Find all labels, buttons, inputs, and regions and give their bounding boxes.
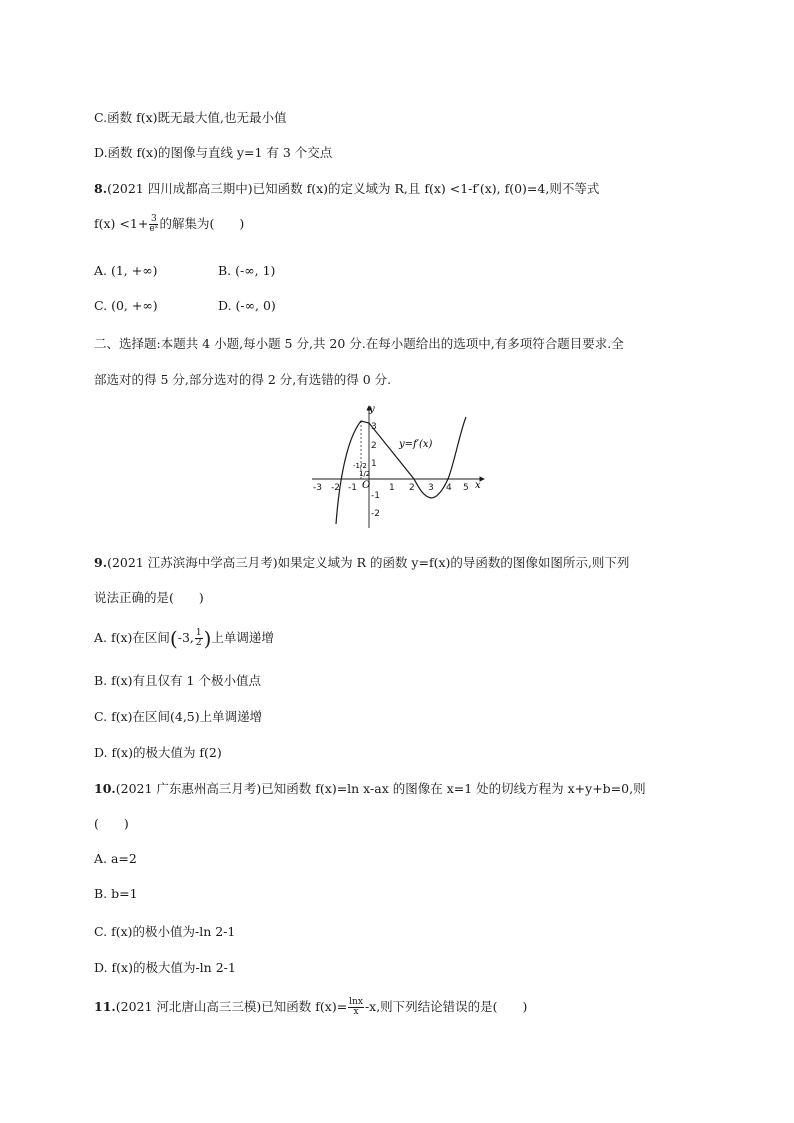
- q9-option-c: C. f(x)在区间(4,5)上单调递增: [94, 709, 263, 724]
- q8-option-b: B. (-∞, 1): [218, 263, 276, 278]
- q8-options-cd: [94, 298, 276, 313]
- x-tick: 4: [446, 483, 452, 493]
- q9-option-a-end: 上单调递增: [211, 630, 274, 645]
- q9-fraction-den: 2: [195, 638, 202, 648]
- x-tick: 2: [409, 483, 415, 493]
- q11-fraction-den: x: [353, 1007, 359, 1017]
- q11-number: 11.: [94, 999, 116, 1014]
- q11-stem: [94, 997, 527, 1017]
- q11-fraction: [348, 998, 364, 1017]
- q8-stem-line2: [94, 214, 244, 234]
- q9-number: 9.: [94, 555, 108, 570]
- x-tick: 1: [389, 483, 395, 493]
- q8-number: 8.: [94, 181, 108, 196]
- q11-fraction-num: lnx: [349, 997, 363, 1007]
- q8-stem-line1: [94, 179, 599, 197]
- q9-fraction: [195, 629, 203, 648]
- q8-fraction-den: eˣ: [149, 224, 159, 234]
- x-tick: -3: [313, 483, 322, 493]
- q8-option-c: C. (0, +∞): [94, 298, 158, 313]
- y-tick-labels: [371, 422, 380, 519]
- interval-paren-right: ): [203, 626, 212, 651]
- q10-stem-line2: ( ): [94, 816, 129, 831]
- y-tick: 3: [371, 422, 377, 432]
- q10-option-c: C. f(x)的极小值为-ln 2-1: [94, 924, 236, 939]
- q8-inequality: f(x) <1+: [94, 216, 149, 231]
- x-tick: 5: [463, 483, 469, 493]
- q9-option-a: [94, 626, 274, 651]
- interval-paren-left: (: [169, 626, 178, 651]
- q10-option-d: D. f(x)的极大值为-ln 2-1: [94, 960, 236, 975]
- x-tick-labels: [313, 483, 469, 493]
- q9-option-d: D. f(x)的极大值为 f(2): [94, 745, 222, 760]
- y-tick: -1: [371, 491, 380, 501]
- q8-fraction: [149, 215, 158, 234]
- q8-option-a: A. (1, +∞): [94, 263, 158, 278]
- q10-stem-line1: [94, 779, 646, 797]
- derivative-curve: [336, 417, 466, 524]
- q10-option-b: B. b=1: [94, 886, 138, 901]
- origin-label: O: [362, 480, 371, 491]
- q7-option-d: D.函数 f(x)的图像与直线 y=1 有 3 个交点: [94, 145, 333, 160]
- q9-option-b: B. f(x)有且仅有 1 个极小值点: [94, 673, 261, 688]
- y-axis-label: y: [369, 404, 375, 415]
- q11-stem-end: -x,则下列结论错误的是( ): [364, 999, 528, 1014]
- q9-stem-line2: 说法正确的是( ): [94, 590, 204, 605]
- half-pos-tick: 1/2: [359, 470, 371, 478]
- x-axis-label: x: [475, 480, 481, 491]
- x-tick: 3: [428, 483, 434, 493]
- y-tick: 1: [371, 459, 377, 469]
- y-tick: 2: [371, 441, 377, 451]
- q9-stem-text: (2021 江苏滨海中学高三月考)如果定义域为 R 的函数 y=f(x)的导函数的图像如图所示,则下列: [107, 555, 630, 570]
- section2-instructions-line2: 部选对的得 5 分,部分选对的得 2 分,有选错的得 0 分.: [94, 372, 392, 387]
- curve-label: y=f′(x): [399, 439, 433, 450]
- q8-option-d: D. (-∞, 0): [218, 298, 276, 313]
- q8-stem-text: (2021 四川成都高三期中)已知函数 f(x)的定义域为 R,且 f(x) <1-f′(x), f(0)=4,则不等式: [107, 181, 600, 196]
- x-tick: -2: [331, 483, 340, 493]
- q10-stem-text: (2021 广东惠州高三月考)已知函数 f(x)=ln x-ax 的图像在 x=1 处的切线方程为 x+y+b=0,则: [115, 781, 646, 796]
- y-tick: -2: [371, 509, 380, 519]
- q8-options-ab: [94, 263, 276, 278]
- q7-option-c: C.函数 f(x)既无最大值,也无最小值: [94, 110, 287, 125]
- q9-stem-line1: [94, 553, 629, 571]
- q9-option-a-text: A. f(x)在区间: [94, 630, 170, 645]
- half-neg-tick: -1/2: [353, 462, 367, 470]
- q9-interval-left: -3,: [177, 630, 194, 645]
- derivative-graph: [308, 402, 493, 530]
- q9-fraction-num: 1: [195, 628, 202, 638]
- q10-option-a: A. a=2: [94, 851, 137, 866]
- q8-fraction-num: 3: [151, 214, 157, 224]
- section2-instructions-line1: 二、选择题:本题共 4 小题,每小题 5 分,共 20 分.在每小题给出的选项中,有多项符合题目要求.全: [94, 336, 624, 351]
- x-tick: -1: [348, 483, 357, 493]
- q8-stem-end: 的解集为( ): [159, 216, 245, 231]
- q11-stem-text: (2021 河北唐山高三三模)已知函数 f(x)=: [115, 999, 348, 1014]
- q10-number: 10.: [94, 781, 116, 796]
